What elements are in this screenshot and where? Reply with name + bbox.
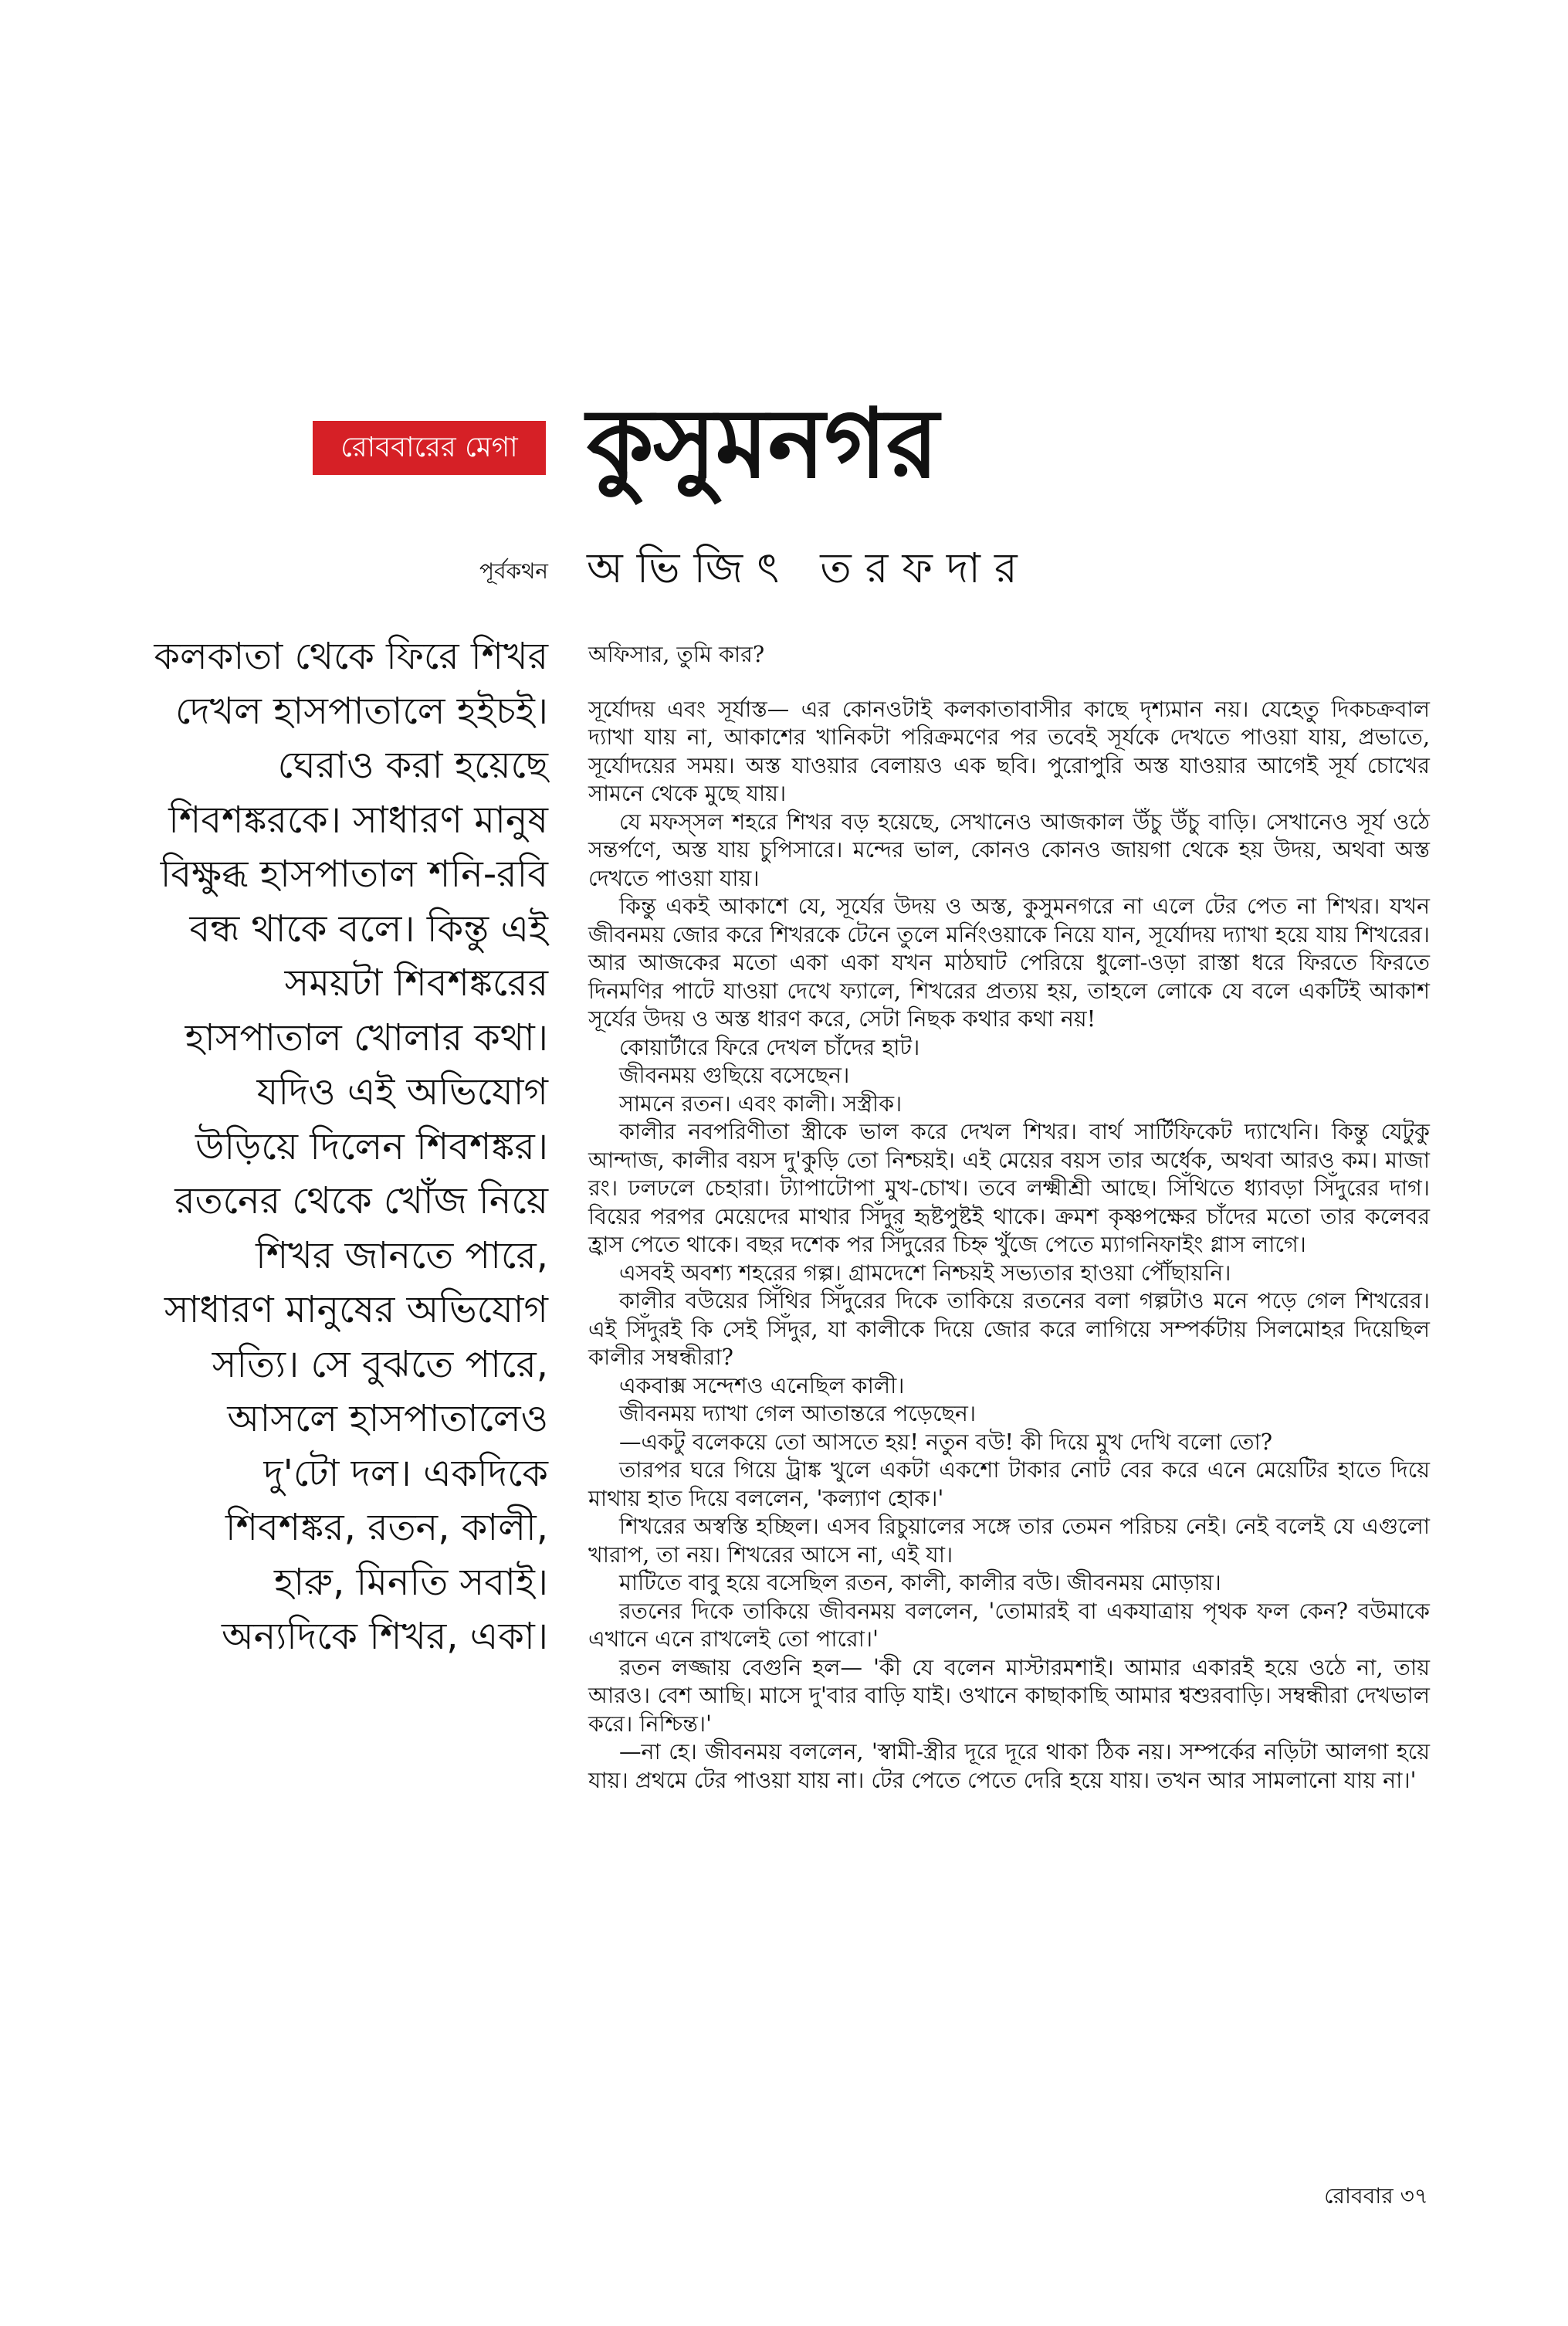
story-paragraph: এসবই অবশ্য শহরের গল্প। গ্রামদেশে নিশ্চয়ই সভ্যতার হাওয়া পৌঁছায়নি। bbox=[619, 1260, 1231, 1286]
story-paragraph: মাটিতে বাবু হয়ে বসেছিল রতন, কালী, কালীর বউ। জীবনময় মোড়ায়। bbox=[619, 1570, 1221, 1595]
story-paragraph: একবাক্স সন্দেশও এনেছিল কালী। bbox=[619, 1372, 905, 1399]
prelude-summary: কলকাতা থেকে ফিরে শিখর দেখল হাসপাতালে হইচই। ঘেরাও করা হয়েছে শিবশঙ্করকে। সাধারণ মানুষ বিক্ষুব্ধ হাসপাতাল শনি-রবি বন্ধ থাকে বলে। কিন্তু এই সময়টা শিবশঙ্করের হাসপাতাল খোলার কথা। যদিও এই অভিযোগ উড়িয়ে দিলেন শিবশঙ্কর। রতনের থেকে খোঁজ নিয়ে শিখর জানতে পারে, সাধারণ মানুষের অভিযোগ সত্যি। সে বুঝতে পারে, আসলে হাসপাতালেও দু'টো দল। একদিকে শিবশঙ্কর, রতন, কালী, হারু, মিনতি সবাই। অন্যদিকে শিখর, একা। bbox=[154, 635, 548, 1658]
story-paragraph: কালীর নবপরিণীতা স্ত্রীকে ভাল করে দেখল শিখর। বার্থ সার্টিফিকেট দ্যাখেনি। কিন্তু যেটুকু আন্দাজ, কালীর বয়স দু'কুড়ি তো নিশ্চয়ই। এই মেয়ের বয়স তার অর্ধেক, অথবা আরও কম। মাজা রং। ঢলঢলে চেহারা। ট্যাপাটোপা মুখ-চোখ। তবে লক্ষ্মীশ্রী আছে। সিঁথিতে ধ্যাবড়া সিঁদুরের দাগ। বিয়ের পরপর মেয়েদের মাথার সিঁদুর হৃষ্টপুষ্টই থাকে। ক্রমশ কৃষ্ণপক্ষের চাঁদের মতো তার কলেবর হ্রাস পেতে থাকে। বছর দশেক পর সিঁদুরের চিহ্ন খুঁজে পেতে ম্যাগনিফাইং গ্লাস লাগে। bbox=[588, 1119, 1430, 1257]
page-number-footer: রোববার ৩৭ bbox=[1324, 2183, 1428, 2209]
author-name: অভিজিৎ তরফদার bbox=[587, 544, 1031, 592]
chapter-heading: অফিসার, তুমি কার? bbox=[588, 642, 765, 667]
prelude-label: পূর্বকথন bbox=[479, 558, 548, 584]
story-paragraph: রতন লজ্জায় বেগুনি হল— 'কী যে বলেন মাস্টারমশাই। আমার একারই হয়ে ওঠে না, তায় আরও। বেশ আছি। মাসে দু'বার বাড়ি যাই। ওখানে কাছাকাছি আমার শ্বশুরবাড়ি। সম্বন্ধীরা দেখভাল করে। নিশ্চিন্ত।' bbox=[588, 1654, 1430, 1737]
story-paragraph: কিন্তু একই আকাশে যে, সূর্যের উদয় ও অস্ত, কুসুমনগরে না এলে টের পেত না শিখর। যখন জীবনময় জোর করে শিখরকে টেনে তুলে মর্নিংওয়াকে নিয়ে যান, সূর্যোদয় দ্যাখা হয়ে যায় শিখরের। আর আজকের মতো একা একা যখন মাঠঘাট পেরিয়ে ধুলো-ওড়া রাস্তা ধরে ফিরতে ফিরতে দিনমণির পাটে যাওয়া দেখে ফ্যালে, শিখরের প্রত্যয় হয়, তাহলে লোকে যে বলে একটিই আকাশ সূর্যের উদয় ও অস্ত ধারণ করে, সেটা নিছক কথার কথা নয়! bbox=[588, 893, 1430, 1032]
story-paragraph: রতনের দিকে তাকিয়ে জীবনময় বললেন, 'তোমারই বা একযাত্রায় পৃথক ফল কেন? বউমাকে এখানে এনে রাখলেই তো পারো।' bbox=[588, 1598, 1430, 1652]
section-label: রোববারের মেগা bbox=[313, 421, 546, 475]
story-body bbox=[588, 641, 1430, 1795]
story-paragraph: শিখরের অস্বস্তি হচ্ছিল। এসব রিচুয়ালের সঙ্গে তার তেমন পরিচয় নেই। নেই বলেই যে এগুলো খারাপ, তা নয়। শিখরের আসে না, এই যা। bbox=[588, 1514, 1430, 1568]
story-paragraph: তারপর ঘরে গিয়ে ট্রাঙ্ক খুলে একটা একশো টাকার নোট বের করে এনে মেয়েটির হাতে দিয়ে মাথায় হাত দিয়ে বললেন, 'কল্যাণ হোক।' bbox=[588, 1457, 1430, 1511]
story-paragraph: জীবনময় দ্যাখা গেল আতান্তরে পড়েছেন। bbox=[619, 1401, 977, 1426]
story-paragraph: কোয়ার্টারে ফিরে দেখল চাঁদের হাট। bbox=[619, 1034, 920, 1060]
story-paragraph: কালীর বউয়ের সিঁথির সিঁদুরের দিকে তাকিয়ে রতনের বলা গল্পটাও মনে পড়ে গেল শিখরের। এই সিঁদুরই কি সেই সিঁদুর, যা কালীকে দিয়ে জোর করে লাগিয়ে সম্পর্কটায় সিলমোহর দিয়েছিল কালীর সম্বন্ধীরা? bbox=[588, 1288, 1430, 1370]
story-paragraph: —না হে। জীবনময় বললেন, 'স্বামী-স্ত্রীর দূরে দূরে থাকা ঠিক নয়। সম্পর্কের নড়িটা আলগা হয়ে যায়। প্রথমে টের পাওয়া যায় না। টের পেতে পেতে দেরি হয়ে যায়। তখন আর সামলানো যায় না।' bbox=[588, 1739, 1430, 1793]
story-paragraph: সূর্যোদয় এবং সূর্যাস্ত— এর কোনওটাই কলকাতাবাসীর কাছে দৃশ্যমান নয়। যেহেতু দিকচক্রবাল দ্যাখা যায় না, আকাশের খানিকটা পরিক্রমণের পর তবেই সূর্যকে দেখতে পাওয়া যায়, প্রভাতে, সূর্যোদয়ের সময়। অস্ত যাওয়ার বেলায়ও এক ছবি। পুরোপুরি অস্ত যাওয়ার আগেই সূর্য চোখের সামনে থেকে মুছে যায়। bbox=[588, 696, 1430, 806]
story-title: কুসুমনগর bbox=[587, 388, 939, 500]
story-paragraph: যে মফস্সল শহরে শিখর বড় হয়েছে, সেখানেও আজকাল উঁচু উঁচু বাড়ি। সেখানেও সূর্য ওঠে সন্তর্পণে, অস্ত যায় চুপিসারে। মন্দের ভাল, কোনও কোনও জায়গা থেকে হয় উদয়, অথবা অস্ত দেখতে পাওয়া যায়। bbox=[588, 809, 1430, 891]
story-paragraph: জীবনময় গুছিয়ে বসেছেন। bbox=[619, 1063, 850, 1088]
story-paragraph: সামনে রতন। এবং কালী। সস্ত্রীক। bbox=[619, 1090, 903, 1117]
story-paragraph: —একটু বলেকয়ে তো আসতে হয়! নতুন বউ! কী দিয়ে মুখ দেখি বলো তো? bbox=[619, 1429, 1273, 1455]
